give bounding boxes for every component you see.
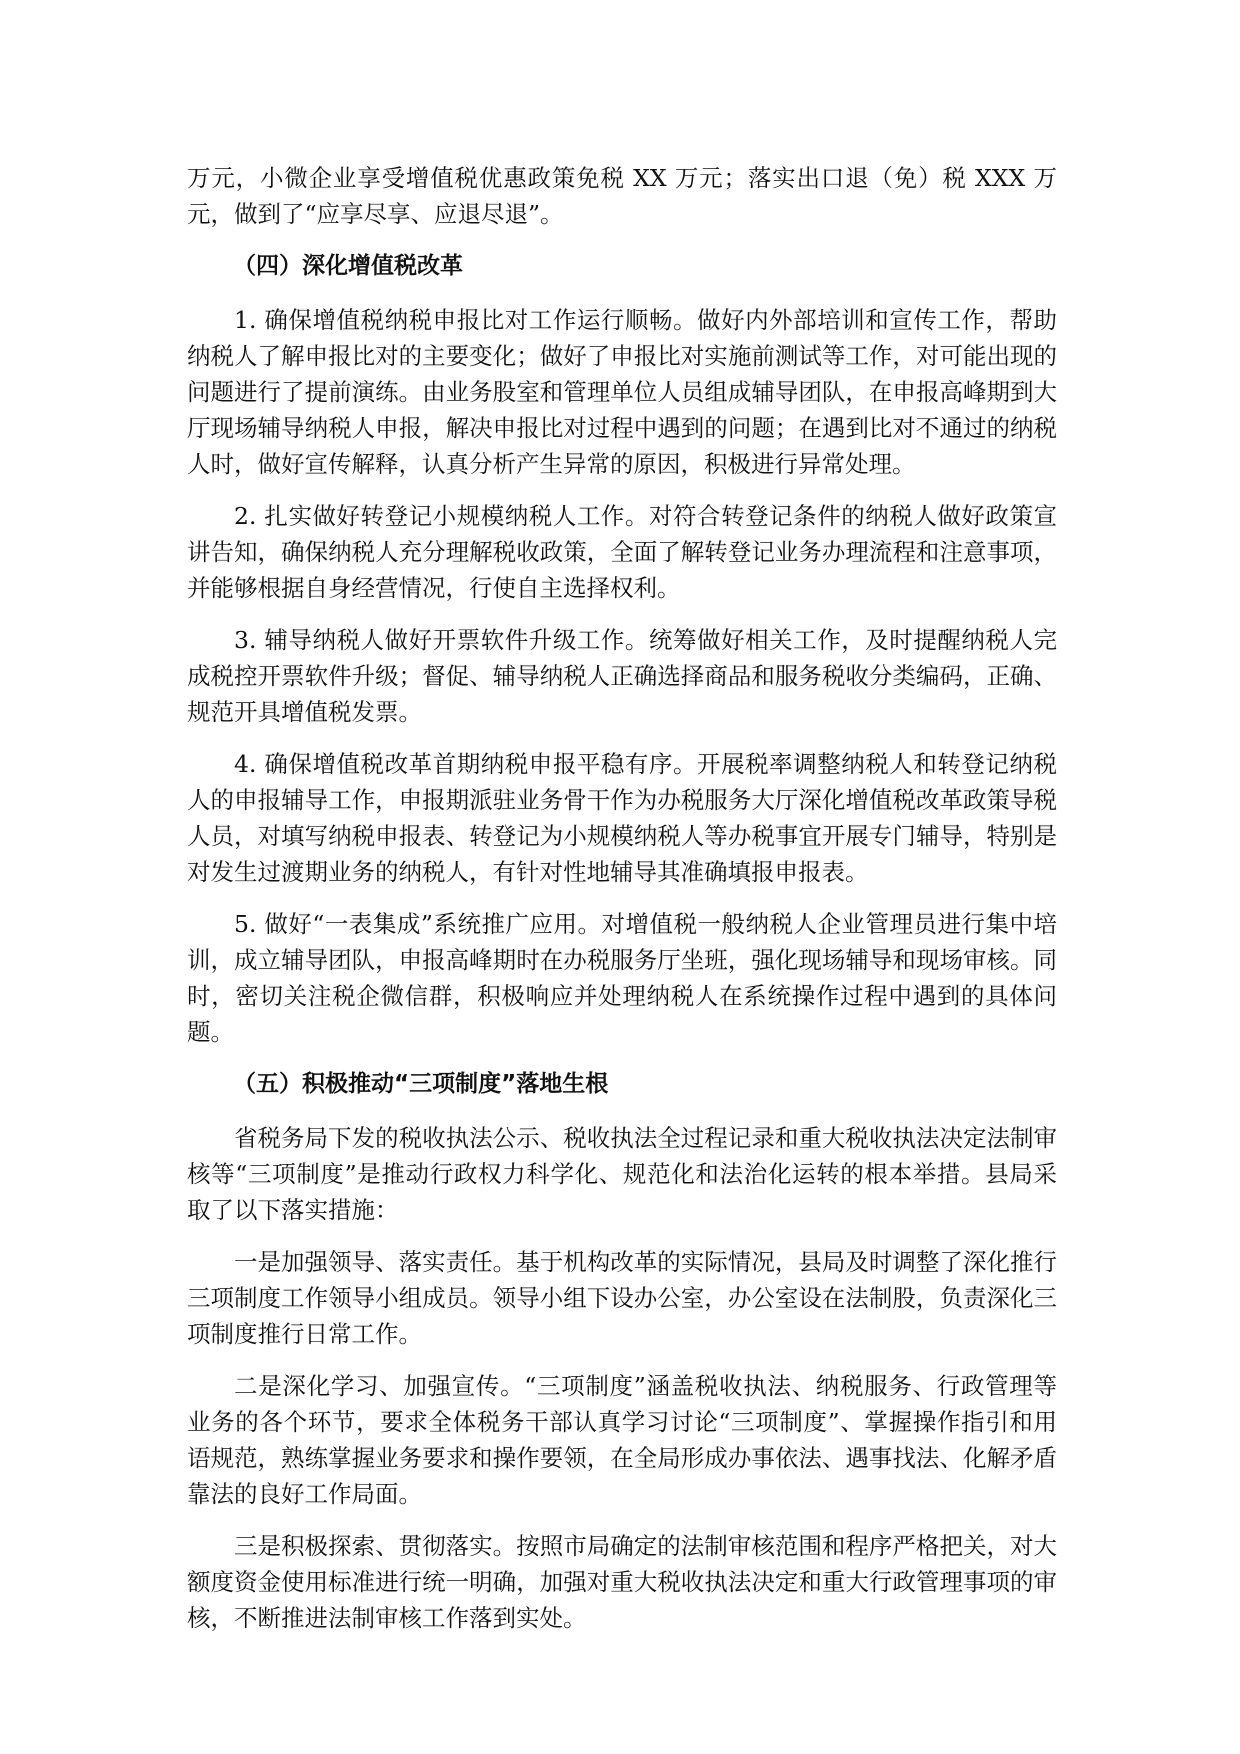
- section-heading-5: （五）积极推动“三项制度”落地生根: [233, 1071, 609, 1097]
- paragraph-intro: 省税务局下发的税收执法公示、税收执法全过程记录和重大税收执法决定法制审核等“三项制度”是推动行政权力科学化、规范化和法治化运转的根本举措。县局采取了以下落实措施：: [187, 1124, 1057, 1224]
- paragraph-measure-2: 二是深化学习、加强宣传。“三项制度”涵盖税收执法、纳税服务、行政管理等业务的各个环节，要求全体税务干部认真学习讨论“三项制度”、掌握操作指引和用语规范，熟练掌握业务要求和操作要领，在全局形成办事依法、遇事找法、化解矛盾靠法的良好工作局面。: [187, 1372, 1057, 1508]
- paragraph-continuation: 万元，小微企业享受增值税优惠政策免税 XX 万元；落实出口退（免）税 XXX 万元，做到了“应享尽享、应退尽退”。: [187, 164, 1057, 228]
- section-heading-4: （四）深化增值税改革: [233, 253, 463, 279]
- paragraph-item-3: 3. 辅导纳税人做好开票软件升级工作。统筹做好相关工作，及时提醒纳税人完成税控开票软件升级；督促、辅导纳税人正确选择商品和服务税收分类编码，正确、规范开具增值税发票。: [187, 626, 1057, 726]
- paragraph-item-2: 2. 扎实做好转登记小规模纳税人工作。对符合转登记条件的纳税人做好政策宣讲告知，确保纳税人充分理解税收政策，全面了解转登记业务办理流程和注意事项，并能够根据自身经营情况，行使自主选择权利。: [187, 502, 1057, 602]
- paragraph-measure-3: 三是积极探索、贯彻落实。按照市局确定的法制审核范围和程序严格把关，对大额度资金使用标准进行统一明确，加强对重大税收执法决定和重大行政管理事项的审核，不断推进法制审核工作落到实处。: [187, 1532, 1057, 1632]
- paragraph-measure-1: 一是加强领导、落实责任。基于机构改革的实际情况，县局及时调整了深化推行三项制度工作领导小组成员。领导小组下设办公室，办公室设在法制股，负责深化三项制度推行日常工作。: [187, 1248, 1057, 1348]
- document-page: [187, 160, 1057, 1652]
- paragraph-item-5: 5. 做好“一表集成”系统推广应用。对增值税一般纳税人企业管理员进行集中培训，成立辅导团队，申报高峰期时在办税服务厅坐班，强化现场辅导和现场审核。同时，密切关注税企微信群，积极响应并处理纳税人在系统操作过程中遇到的具体问题。: [187, 910, 1057, 1046]
- paragraph-item-4: 4. 确保增值税改革首期纳税申报平稳有序。开展税率调整纳税人和转登记纳税人的申报辅导工作，申报期派驻业务骨干作为办税服务大厅深化增值税改革政策导税人员，对填写纳税申报表、转登记为小规模纳税人等办税事宜开展专门辅导，特别是对发生过渡期业务的纳税人，有针对性地辅导其准确填报申报表。: [187, 750, 1057, 886]
- paragraph-item-1: 1. 确保增值税纳税申报比对工作运行顺畅。做好内外部培训和宣传工作，帮助纳税人了解申报比对的主要变化；做好了申报比对实施前测试等工作，对可能出现的问题进行了提前演练。由业务股室和管理单位人员组成辅导团队，在申报高峰期到大厅现场辅导纳税人申报，解决申报比对过程中遇到的问题；在遇到比对不通过的纳税人时，做好宣传解释，认真分析产生异常的原因，积极进行异常处理。: [187, 306, 1057, 478]
